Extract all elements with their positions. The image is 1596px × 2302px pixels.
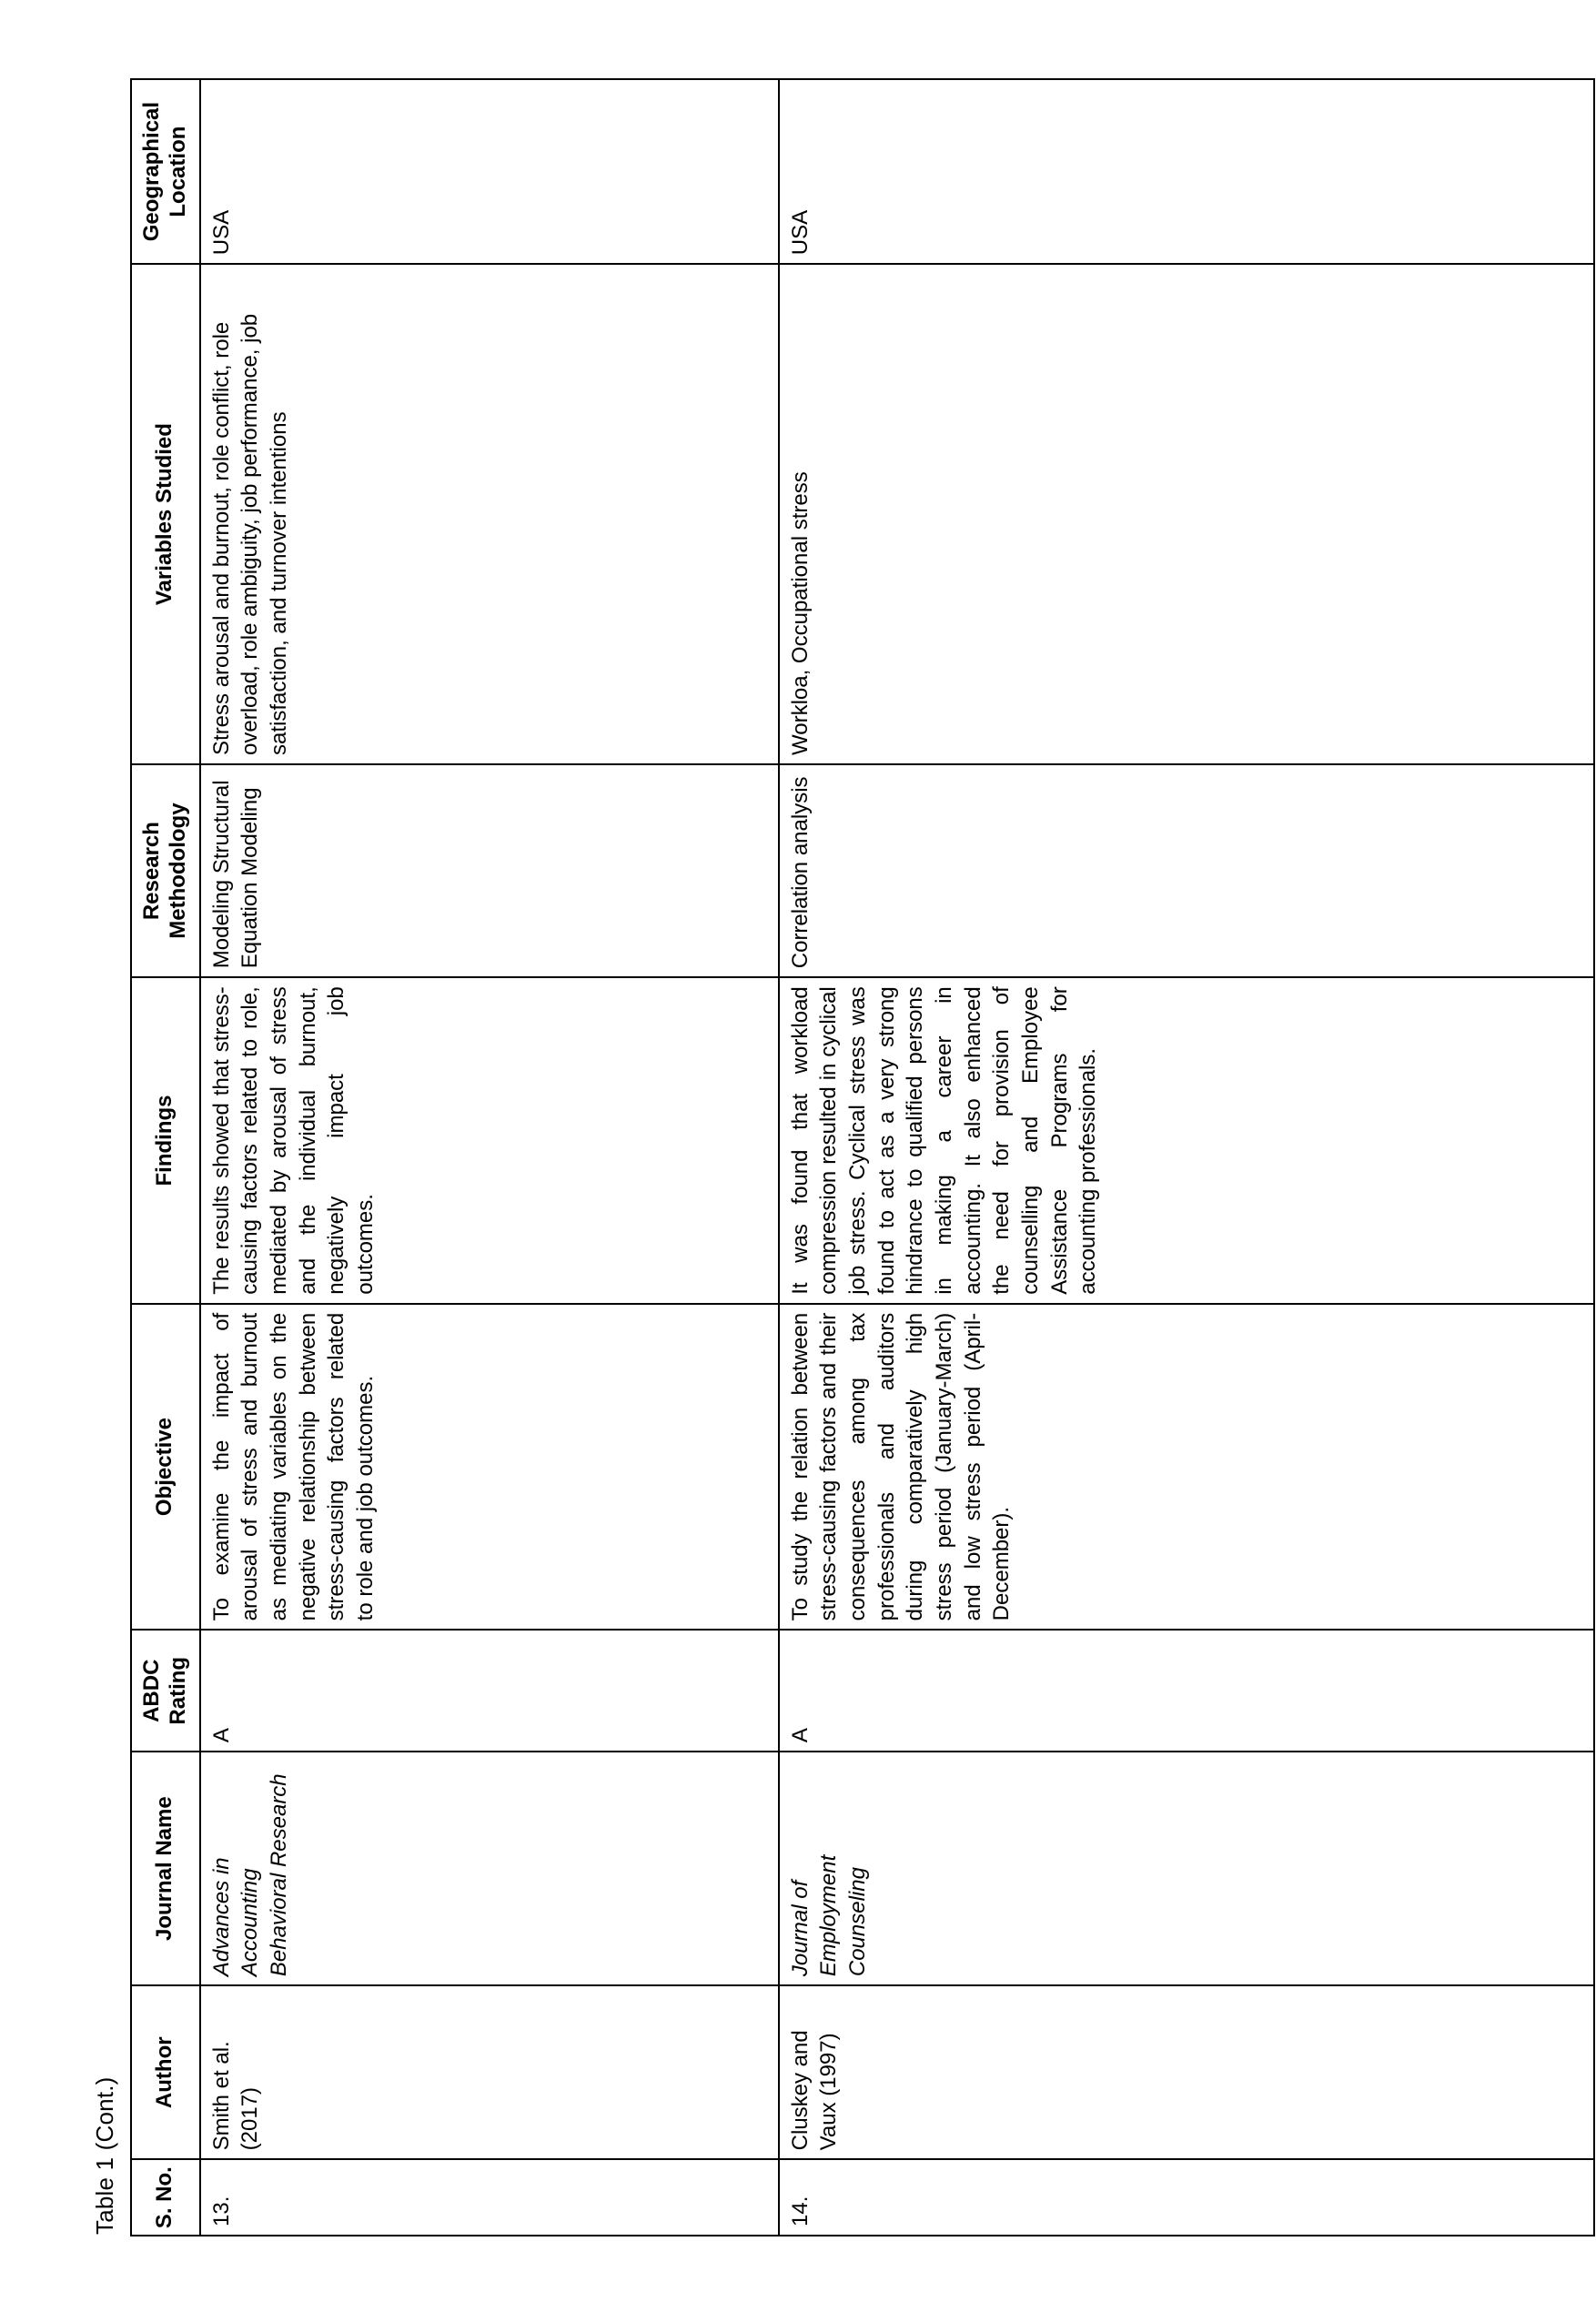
header-s-no: S. No. [131, 2159, 200, 2236]
cell-research-methodology: Modeling Structural Equation Modeling [200, 764, 779, 977]
cell-s-no: 13. [200, 2159, 779, 2236]
header-author: Author [131, 1985, 200, 2159]
literature-review-table [130, 78, 1595, 2236]
table-row [200, 79, 779, 2236]
cell-abdc-rating: A [779, 1630, 1594, 1752]
cell-findings: The results showed that stress- causing factors related to role, mediated by arousal of stress and the individual burnout, negatively impact job outcomes. [200, 977, 779, 1304]
header-findings: Findings [131, 977, 200, 1304]
cell-journal-name: Journal of Employment Counseling [779, 1752, 1594, 1985]
document-body [91, 71, 1510, 2236]
cell-research-methodology: Correlation analysis [779, 764, 1594, 977]
header-research-methodology: Research Methodology [131, 764, 200, 977]
cell-author: Smith et al. (2017) [200, 1985, 779, 2159]
header-abdc-rating: ABDC Rating [131, 1630, 200, 1752]
cell-geographical-location: USA [779, 79, 1594, 264]
cell-variables-studied: Stress arousal and burnout, role conflict, role overload, role ambiguity, job performance, job satisfaction, and turnover intentions [200, 264, 779, 764]
header-journal-name: Journal Name [131, 1752, 200, 1985]
cell-abdc-rating: A [200, 1630, 779, 1752]
header-variables-studied: Variables Studied [131, 264, 200, 764]
cell-objective: To examine the impact of arousal of stress and burnout as mediating variables on the negative relationship between stress-causing factors related to role and job outcomes. [200, 1304, 779, 1631]
table-header-row [131, 79, 200, 2236]
header-objective: Objective [131, 1304, 200, 1631]
table-caption: Table 1 (Cont.) [91, 2076, 118, 2235]
header-geographical-location: Geographical Location [131, 79, 200, 264]
table-row [779, 79, 1594, 2236]
cell-s-no: 14. [779, 2159, 1594, 2236]
cell-journal-name: Advances in Accounting Behavioral Research [200, 1752, 779, 1985]
cell-objective: To study the relation between stress-causing factors and their consequences among tax professionals and auditors during comparatively high stress period (January-March) and low stress period (April-December). [779, 1304, 1594, 1631]
cell-geographical-location: USA [200, 79, 779, 264]
cell-author: Cluskey and Vaux (1997) [779, 1985, 1594, 2159]
cell-variables-studied: Workloa, Occupational stress [779, 264, 1594, 764]
cell-findings: It was found that workload compression resulted in cyclical job stress. Cyclical stress was found to act as a very strong hindrance to qualified persons in making a career in accounting. It also enhanced the need for provision of counselling and Employee Assistance Programs for accounting professionals. [779, 977, 1594, 1304]
